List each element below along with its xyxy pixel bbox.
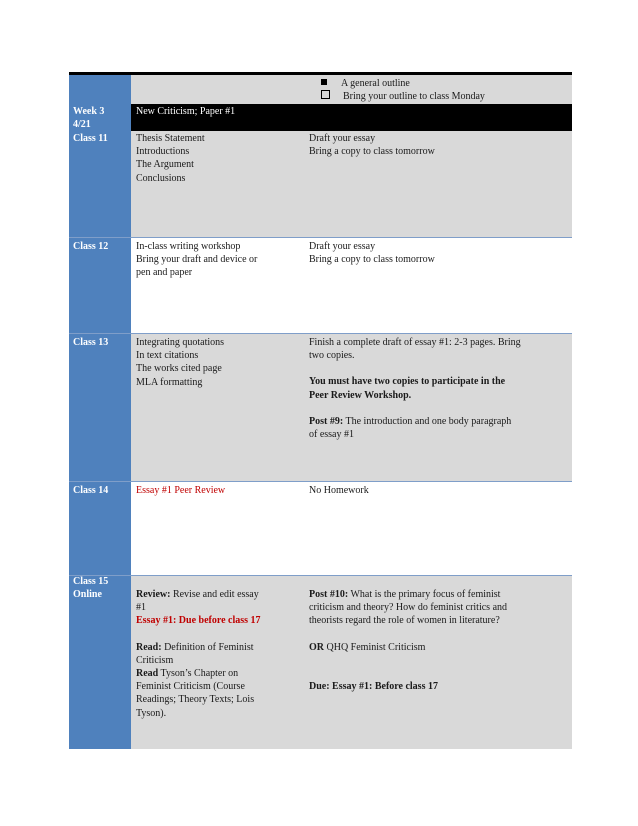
homework-text: What is the primary focus of feminist: [348, 589, 501, 600]
essay-due-line: Essay #1: Due before class 17: [136, 615, 261, 627]
topic-cell: [131, 334, 304, 481]
topic-line: Conclusions: [136, 172, 186, 184]
week-topic: New Criticism; Paper #1: [136, 106, 236, 117]
homework-cell: [304, 482, 572, 575]
homework-line: criticism and theory? How do feminist critics and: [309, 602, 508, 614]
table-row-class-12: [69, 238, 572, 333]
topic-line: Thesis Statement: [136, 133, 205, 144]
week-date: 4/21: [73, 119, 91, 131]
topic-text: Revise and edit essay: [170, 589, 259, 600]
class-cell: [69, 576, 131, 749]
table-row-continuation: [69, 75, 572, 104]
topic-line: Criticism: [136, 654, 174, 666]
topic-cell: [131, 131, 304, 237]
homework-line: Bring a copy to class tomorrow: [309, 146, 435, 158]
due-line: Due: Essay #1: Before class 17: [309, 680, 438, 692]
topic-line: Bring your draft and device or: [136, 254, 258, 266]
topic-line: In-class writing workshop: [136, 241, 241, 252]
homework-line: Bring a copy to class tomorrow: [309, 254, 435, 266]
topic-cell: [131, 238, 304, 333]
class-label: Class 15: [73, 576, 109, 587]
or-label: OR: [309, 641, 324, 653]
read-label: Read: [136, 668, 159, 680]
topic-line: Integrating quotations: [136, 337, 225, 348]
review-label: Review:: [136, 589, 171, 600]
week-cell: [69, 75, 131, 104]
homework-text: The introduction and one body paragraph: [343, 415, 512, 427]
class-cell: [69, 238, 131, 333]
topic-text: Definition of Feminist: [161, 641, 254, 653]
class-cell: [69, 131, 131, 237]
read-label: Read:: [136, 641, 162, 653]
homework-line: two copies.: [309, 350, 355, 362]
class-cell: [69, 334, 131, 481]
table-row-class-14: [69, 482, 572, 575]
week-label: Week 3: [73, 106, 105, 117]
class-label: Class 13: [73, 337, 109, 348]
class-cell: [69, 482, 131, 575]
topic-line: In text citations: [136, 350, 199, 362]
class-label: Class 11: [73, 133, 108, 144]
topic-line: Readings; Theory Texts; Lois: [136, 694, 255, 706]
topic-line: Tyson).: [136, 707, 167, 719]
class-label: Online: [73, 589, 102, 601]
homework-line-bold: You must have two copies to participate in the: [309, 376, 506, 388]
topic-text: Tyson’s Chapter on: [158, 668, 239, 680]
homework-text: QHQ Feminist Criticism: [324, 641, 426, 653]
homework-cell: [304, 75, 572, 104]
topic-line: The Argument: [136, 159, 194, 171]
filled-square-bullet-icon: [321, 79, 327, 85]
homework-cell: [304, 131, 572, 237]
table-row-class-11: [69, 131, 572, 237]
homework-line: theorists regard the role of women in literature?: [309, 615, 500, 627]
homework-cell: [304, 334, 572, 481]
post-label: Post #10:: [309, 589, 349, 600]
topic-line: The works cited page: [136, 363, 222, 375]
homework-cell: [304, 238, 572, 333]
homework-line: of essay #1: [309, 429, 354, 441]
table-row-class-15: [69, 576, 572, 749]
topic-cell: [131, 576, 304, 749]
topic-line: Introductions: [136, 146, 190, 158]
topic-cell: [131, 75, 304, 104]
homework-line: Finish a complete draft of essay #1: 2-3 pages. Bring: [309, 337, 521, 348]
homework-cell: [304, 576, 572, 749]
post-label: Post #9:: [309, 415, 344, 427]
topic-line-red: Essay #1 Peer Review: [136, 485, 226, 496]
class-label: Class 12: [73, 241, 109, 252]
topic-line: Feminist Criticism (Course: [136, 681, 245, 693]
week-cell: [69, 104, 131, 131]
homework-line: Draft your essay: [309, 241, 376, 252]
topic-line: pen and paper: [136, 267, 193, 279]
homework-line: No Homework: [309, 485, 369, 496]
topic-line: #1: [136, 602, 146, 614]
table-row-week: [69, 104, 572, 131]
table-row-class-13: [69, 334, 572, 481]
topic-cell: [131, 482, 304, 575]
homework-line-bold: Peer Review Workshop.: [309, 389, 412, 401]
bullet-item: Bring your outline to class Monday: [343, 91, 485, 103]
class-label: Class 14: [73, 485, 109, 496]
homework-line: Draft your essay: [309, 133, 376, 144]
topic-line: MLA formatting: [136, 376, 203, 388]
bullet-item: A general outline: [341, 78, 410, 89]
empty-checkbox-icon: [321, 90, 330, 99]
week-topic-cell: [131, 104, 572, 131]
